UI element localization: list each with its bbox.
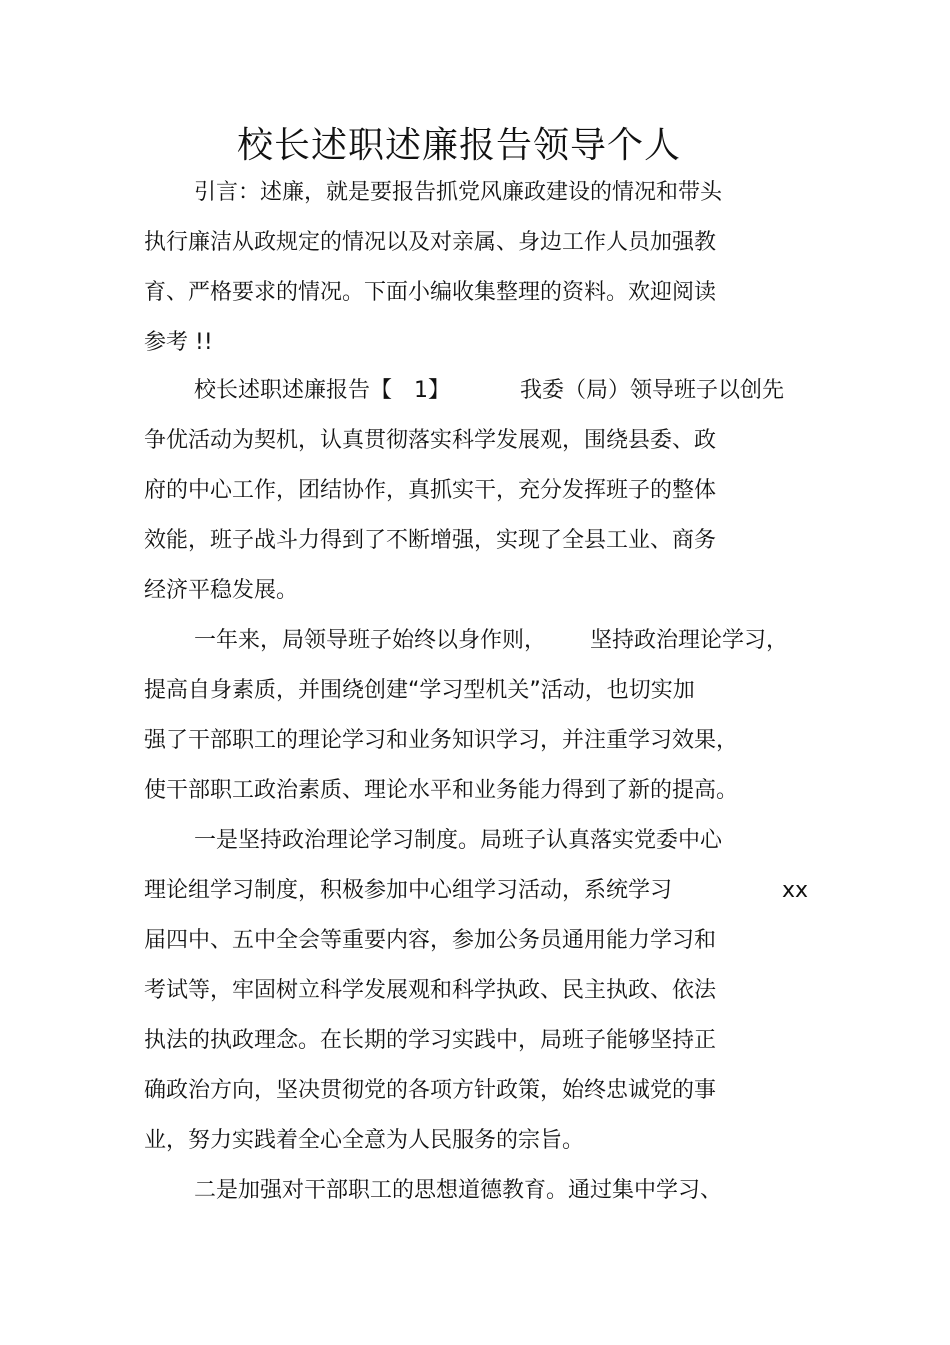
paragraph-line: 考试等，牢固树立科学发展观和科学执政、民主执政、依法 [144,978,717,1003]
paragraph-line: 经济平稳发展。 [144,578,299,603]
paragraph-line: 参考 !! [144,330,213,355]
paragraph-line: 确政治方向，坚决贯彻党的各项方针政策，始终忠诚党的事 [144,1078,717,1103]
paragraph-line: 坚持政治理论学习， [590,628,789,653]
paragraph-line: 执法的执政理念。在长期的学习实践中，局班子能够坚持正 [144,1028,717,1053]
paragraph-line: 育、严格要求的情况。下面小编收集整理的资料。欢迎阅读 [144,280,717,305]
paragraph-line: xx [782,878,809,903]
paragraph-line: 二是加强对干部职工的思想道德教育。通过集中学习、 [194,1178,723,1203]
paragraph-line: 执行廉洁从政规定的情况以及对亲属、身边工作人员加强教 [144,230,717,255]
document-title: 校长述职述廉报告领导个人 [236,125,681,166]
paragraph-line: 届四中、五中全会等重要内容，参加公务员通用能力学习和 [144,928,717,953]
paragraph-line: 强了干部职工的理论学习和业务知识学习，并注重学习效果， [144,728,739,753]
paragraph-line: 提高自身素质，并围绕创建“学习型机关”活动，也切实加 [144,678,695,703]
paragraph-line: 效能，班子战斗力得到了不断增强，实现了全县工业、商务 [144,528,717,553]
paragraph-line: 引言：述廉，就是要报告抓党风廉政建设的情况和带头 [194,180,723,205]
paragraph-line: 我委（局）领导班子以创先 [520,378,785,403]
section-heading: 校长述职述廉报告【 1】 [194,378,450,403]
paragraph-line: 一年来，局领导班子始终以身作则， [194,628,547,653]
paragraph-line: 业，努力实践着全心全意为人民服务的宗旨。 [144,1128,585,1153]
paragraph-line: 一是坚持政治理论学习制度。局班子认真落实党委中心 [194,828,723,853]
paragraph-line: 使干部职工政治素质、理论水平和业务能力得到了新的提高。 [144,778,739,803]
paragraph-line: 理论组学习制度，积极参加中心组学习活动，系统学习 [144,878,673,903]
paragraph-line: 府的中心工作，团结协作，真抓实干，充分发挥班子的整体 [144,478,717,503]
paragraph-line: 争优活动为契机，认真贯彻落实科学发展观，围绕县委、政 [144,428,717,453]
